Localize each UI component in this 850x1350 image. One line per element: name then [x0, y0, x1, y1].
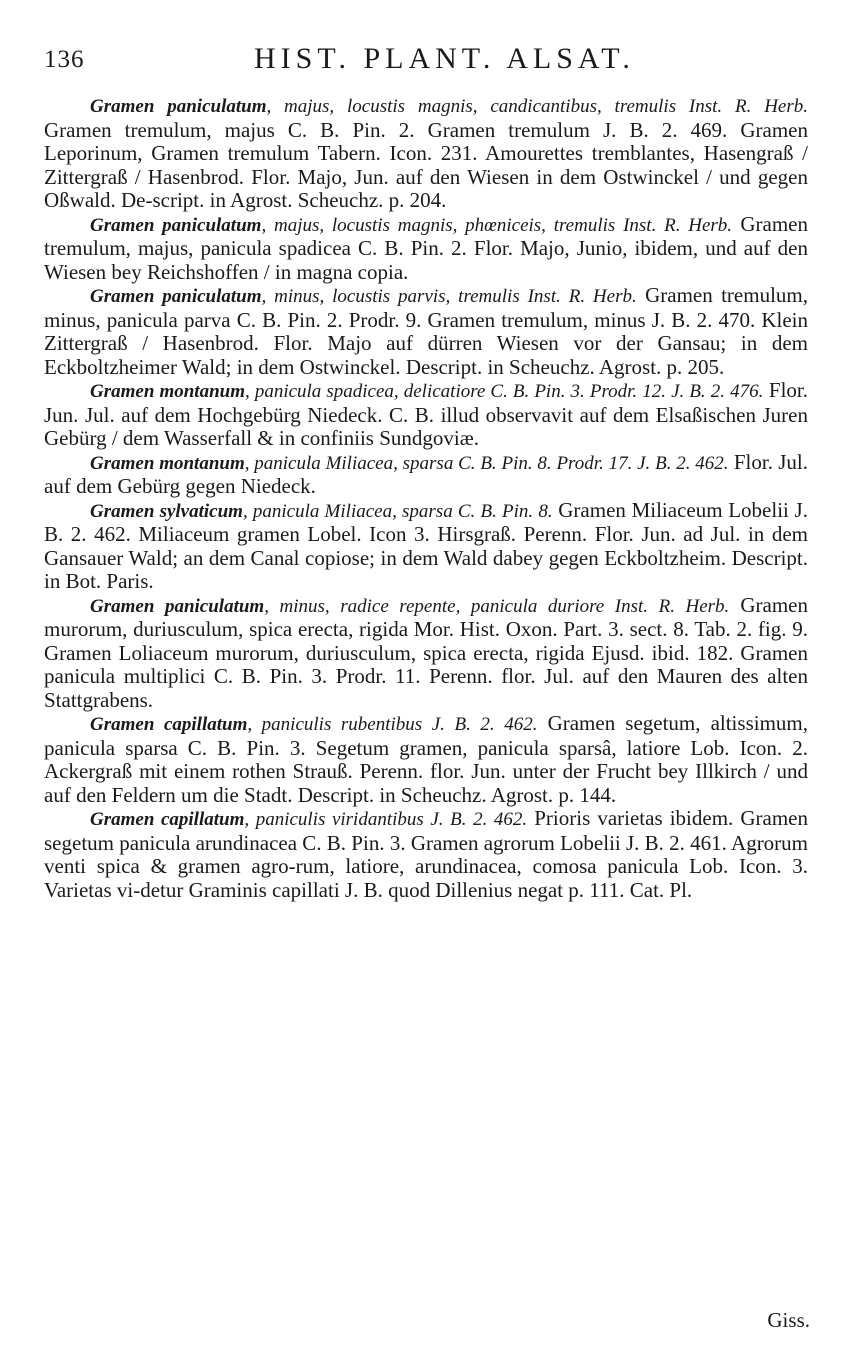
entry-name: Gramen montanum: [90, 452, 245, 474]
entry-body: Flor. Jul. auf dem Gebürg gegen Niedeck.: [44, 449, 808, 498]
entry-description: , minus, radice repente, panicula duriore Inst. R. Herb.: [264, 595, 730, 617]
entry-gramen-capillatum-rubentibus: [44, 712, 808, 807]
entry-body: Gramen Miliaceum Lobelii J. B. 2. 462. Miliaceum gramen Lobel. Icon 3. Hirsgraß. Perenn. Flor. Jun. ad Jul. in dem Gansauer Wald; an dem Canal copiose; in dem Wald dabey gegen Eckboltzheim. Descript. in Bot. Paris.: [44, 497, 808, 593]
entry-description: , panicula spadicea, delicatiore C. B. Pin. 3. Prodr. 12. J. B. 2. 476.: [245, 381, 764, 402]
entry-gramen-montanum-miliacea: [44, 451, 808, 499]
entry-name: Gramen paniculatum: [90, 286, 262, 307]
entry-body: Flor. Jun. Jul. auf dem Hochgebürg Niedeck. C. B. illud observavit auf dem Elsaßischen Juren Gebürg / dem Wasserfall & in confiniis Sundgoviæ.: [44, 378, 808, 450]
running-title: HIST. PLANT. ALSAT.: [254, 42, 635, 75]
catchword: Giss.: [767, 1308, 810, 1332]
entry-gramen-capillatum-viridantibus: [44, 807, 808, 902]
entry-gramen-sylvaticum: [44, 499, 808, 594]
entry-gramen-montanum-spadicea: [44, 379, 808, 451]
entry-name: Gramen sylvaticum: [90, 500, 243, 522]
entry-name: Gramen montanum: [90, 381, 245, 402]
entry-name: Gramen paniculatum: [90, 595, 265, 617]
entry-body: Gramen tremulum, minus, panicula parva C. B. Pin. 2. Prodr. 9. Gramen tremulum, minus J. B. 2. 470. Klein Zittergraß / Hasenbrod. Flor. Majo auf dürren Wiesen vor der Gansau; in dem Eckboltzheimer Wald; in dem Ostwinckel. Descript. in Scheuchz. Agrost. p. 205.: [44, 283, 808, 379]
body-text: [44, 94, 808, 902]
entry-body: Prioris varietas ibidem. Gramen segetum panicula arundinacea C. B. Pin. 3. Gramen agrorum Lobelii J. B. 2. 461. Agrorum venti spica & gramen agro-rum, latiore, arundinacea, comosa panicula Lob. Icon. 3. Varietas vi-detur Graminis capillati J. B. quod Dillenius negat p. 111. Cat. Pl.: [44, 806, 809, 902]
entry-description: , majus, locustis magnis, candicantibus, tremulis Inst. R. Herb.: [266, 96, 808, 117]
page-header: [44, 42, 810, 82]
entry-name: Gramen paniculatum: [90, 214, 262, 236]
entry-name: Gramen capillatum: [90, 809, 245, 830]
entry-body: Gramen tremulum, majus, panicula spadicea C. B. Pin. 2. Flor. Majo, Junio, ibidem, und auf den Wiesen bey Reichshoffen / in magna copia.: [44, 211, 808, 284]
entry-name: Gramen paniculatum: [90, 96, 267, 117]
entry-description: , majus, locustis magnis, phœniceis, tremulis Inst. R. Herb.: [261, 214, 733, 236]
entry-description: , paniculis viridantibus J. B. 2. 462.: [244, 809, 528, 830]
page-number: 136: [44, 46, 85, 73]
entry-gramen-phoeniceis: [44, 213, 808, 285]
entry-description: , paniculis rubentibus J. B. 2. 462.: [247, 714, 538, 735]
entry-description: , panicula Miliacea, sparsa C. B. Pin. 8.: [242, 500, 553, 522]
entry-gramen-tremulum-majus: [44, 94, 808, 213]
entry-body: Gramen murorum, duriusculum, spica erecta, rigida Mor. Hist. Oxon. Part. 3. sect. 8. Tab. 2. fig. 9. Gramen Loliaceum murorum, duriusculum, spica erecta, rigida Ejusd. ibid. 182. Gramen panicula multiplici C. B. Pin. 3. Prodr. 11. Perenn. flor. Jul. auf den Mauren des alten Stattgrabens.: [44, 592, 808, 712]
entry-name: Gramen capillatum: [90, 714, 248, 735]
entry-gramen-murorum: [44, 594, 808, 713]
entry-body: Gramen tremulum, majus C. B. Pin. 2. Gramen tremulum J. B. 2. 469. Gramen Leporinum, Gramen tremulum Tabern. Icon. 231. Amourettes tremblantes, Hasengraß / Zittergraß / Hasenbrod. Flor. Majo, Jun. auf den Wiesen in dem Ostwinckel / und gegen Oßwald. De-script. in Agrost. Scheuchz. p. 204.: [44, 117, 808, 212]
entry-description: , panicula Miliacea, sparsa C. B. Pin. 8. Prodr. 17. J. B. 2. 462.: [244, 452, 729, 474]
entry-description: , minus, locustis parvis, tremulis Inst. R. Herb.: [261, 286, 637, 307]
entry-gramen-tremulum-minus: [44, 284, 808, 379]
entry-body: Gramen segetum, altissimum, panicula sparsa C. B. Pin. 3. Segetum gramen, panicula sparsâ, latiore Lob. Icon. 2. Ackergraß mit einem rothen Strauß. Perenn. flor. Jun. unter der Frucht bey Illkirch / und auf den Feldern um die Stadt. Descript. in Scheuchz. Agrost. p. 144.: [44, 711, 808, 807]
